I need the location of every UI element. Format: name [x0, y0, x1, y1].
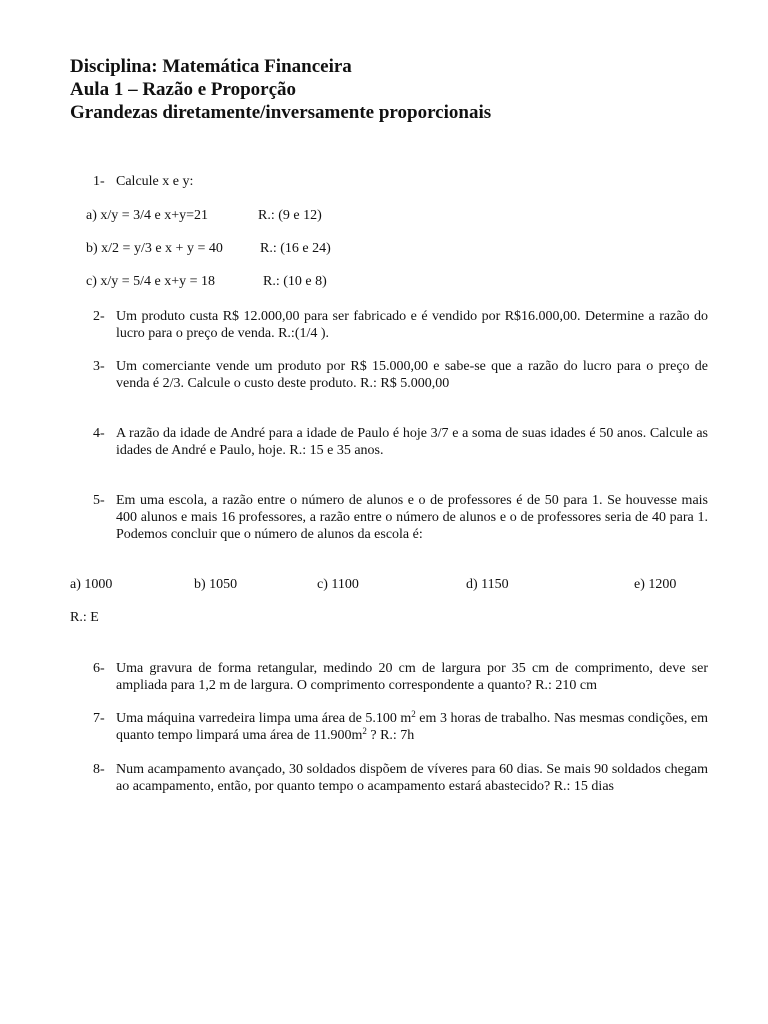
question-number: 6-	[93, 661, 105, 676]
question-text	[116, 710, 708, 744]
question-number: 7-	[93, 711, 105, 726]
question-number: 1-	[93, 174, 105, 189]
equation-c: c) x/y = 5/4 e x+y = 18	[86, 274, 216, 289]
option-a: a) 1000	[70, 577, 113, 592]
question-text: Um produto custa R$ 12.000,00 para ser fabricado e é vendido por R$16.000,00. Determine a razão do lucro para o preço de venda. R.:(1/4 ).	[116, 309, 708, 341]
answer-c: R.: (10 e 8)	[263, 274, 327, 289]
option-d: d) 1150	[466, 577, 509, 592]
answer-a: R.: (9 e 12)	[258, 208, 322, 223]
superscript-squared: 2	[411, 709, 416, 719]
question-number: 2-	[93, 309, 105, 324]
q7-text-part1: Uma máquina varredeira limpa uma área de 5.100 m	[116, 711, 412, 726]
discipline-heading: Disciplina: Matemática Financeira	[70, 56, 352, 77]
answer-q5: R.: E	[70, 610, 99, 625]
question-text: Em uma escola, a razão entre o número de alunos e o de professores é de 50 para 1. Se houvesse mais 400 alunos e mais 16 professores, a razão entre o número de alunos e o de professores seria de 40 para 1. Podemos concluir que o número de alunos da escola é:	[116, 493, 708, 542]
superscript-squared: 2	[362, 726, 367, 736]
topic-heading: Grandezas diretamente/inversamente proporcionais	[70, 102, 492, 123]
question-text: A razão da idade de André para a idade de Paulo é hoje 3/7 e a soma de suas idades é 50 anos. Calcule as idades de André e Paulo, hoje. R.: 15 e 35 anos.	[116, 426, 708, 458]
equation-a: a) x/y = 3/4 e x+y=21	[86, 208, 209, 223]
q7-text-part3: ? R.: 7h	[366, 728, 415, 743]
equation-b: b) x/2 = y/3 e x + y = 40	[86, 241, 223, 256]
question-number: 4-	[93, 426, 105, 441]
question-number: 8-	[93, 762, 105, 777]
question-prompt: Calcule x e y:	[116, 174, 194, 189]
lesson-heading: Aula 1 – Razão e Proporção	[70, 79, 297, 100]
option-e: e) 1200	[634, 577, 677, 592]
question-number: 5-	[93, 493, 105, 508]
q7-text-part2: em 3 horas de trabalho. Nas mesmas condições, em quanto tempo limpará uma área de 11.900m	[116, 711, 708, 743]
question-text: Uma gravura de forma retangular, medindo 20 cm de largura por 35 cm de comprimento, deve ser ampliada para 1,2 m de largura. O comprimento correspondente a quanto? R.: 210 cm	[116, 661, 708, 693]
answer-b: R.: (16 e 24)	[260, 241, 331, 256]
question-text: Um comerciante vende um produto por R$ 15.000,00 e sabe-se que a razão do lucro para o preço de venda é 2/3. Calcule o custo deste produto. R.: R$ 5.000,00	[116, 359, 708, 391]
option-c: c) 1100	[317, 577, 359, 592]
question-text: Num acampamento avançado, 30 soldados dispõem de víveres para 60 dias. Se mais 90 soldados chegam ao acampamento, então, por quanto tempo o acampamento estará abastecido? R.: 15 dias	[116, 762, 708, 794]
option-b: b) 1050	[194, 577, 238, 592]
question-number: 3-	[93, 359, 105, 374]
